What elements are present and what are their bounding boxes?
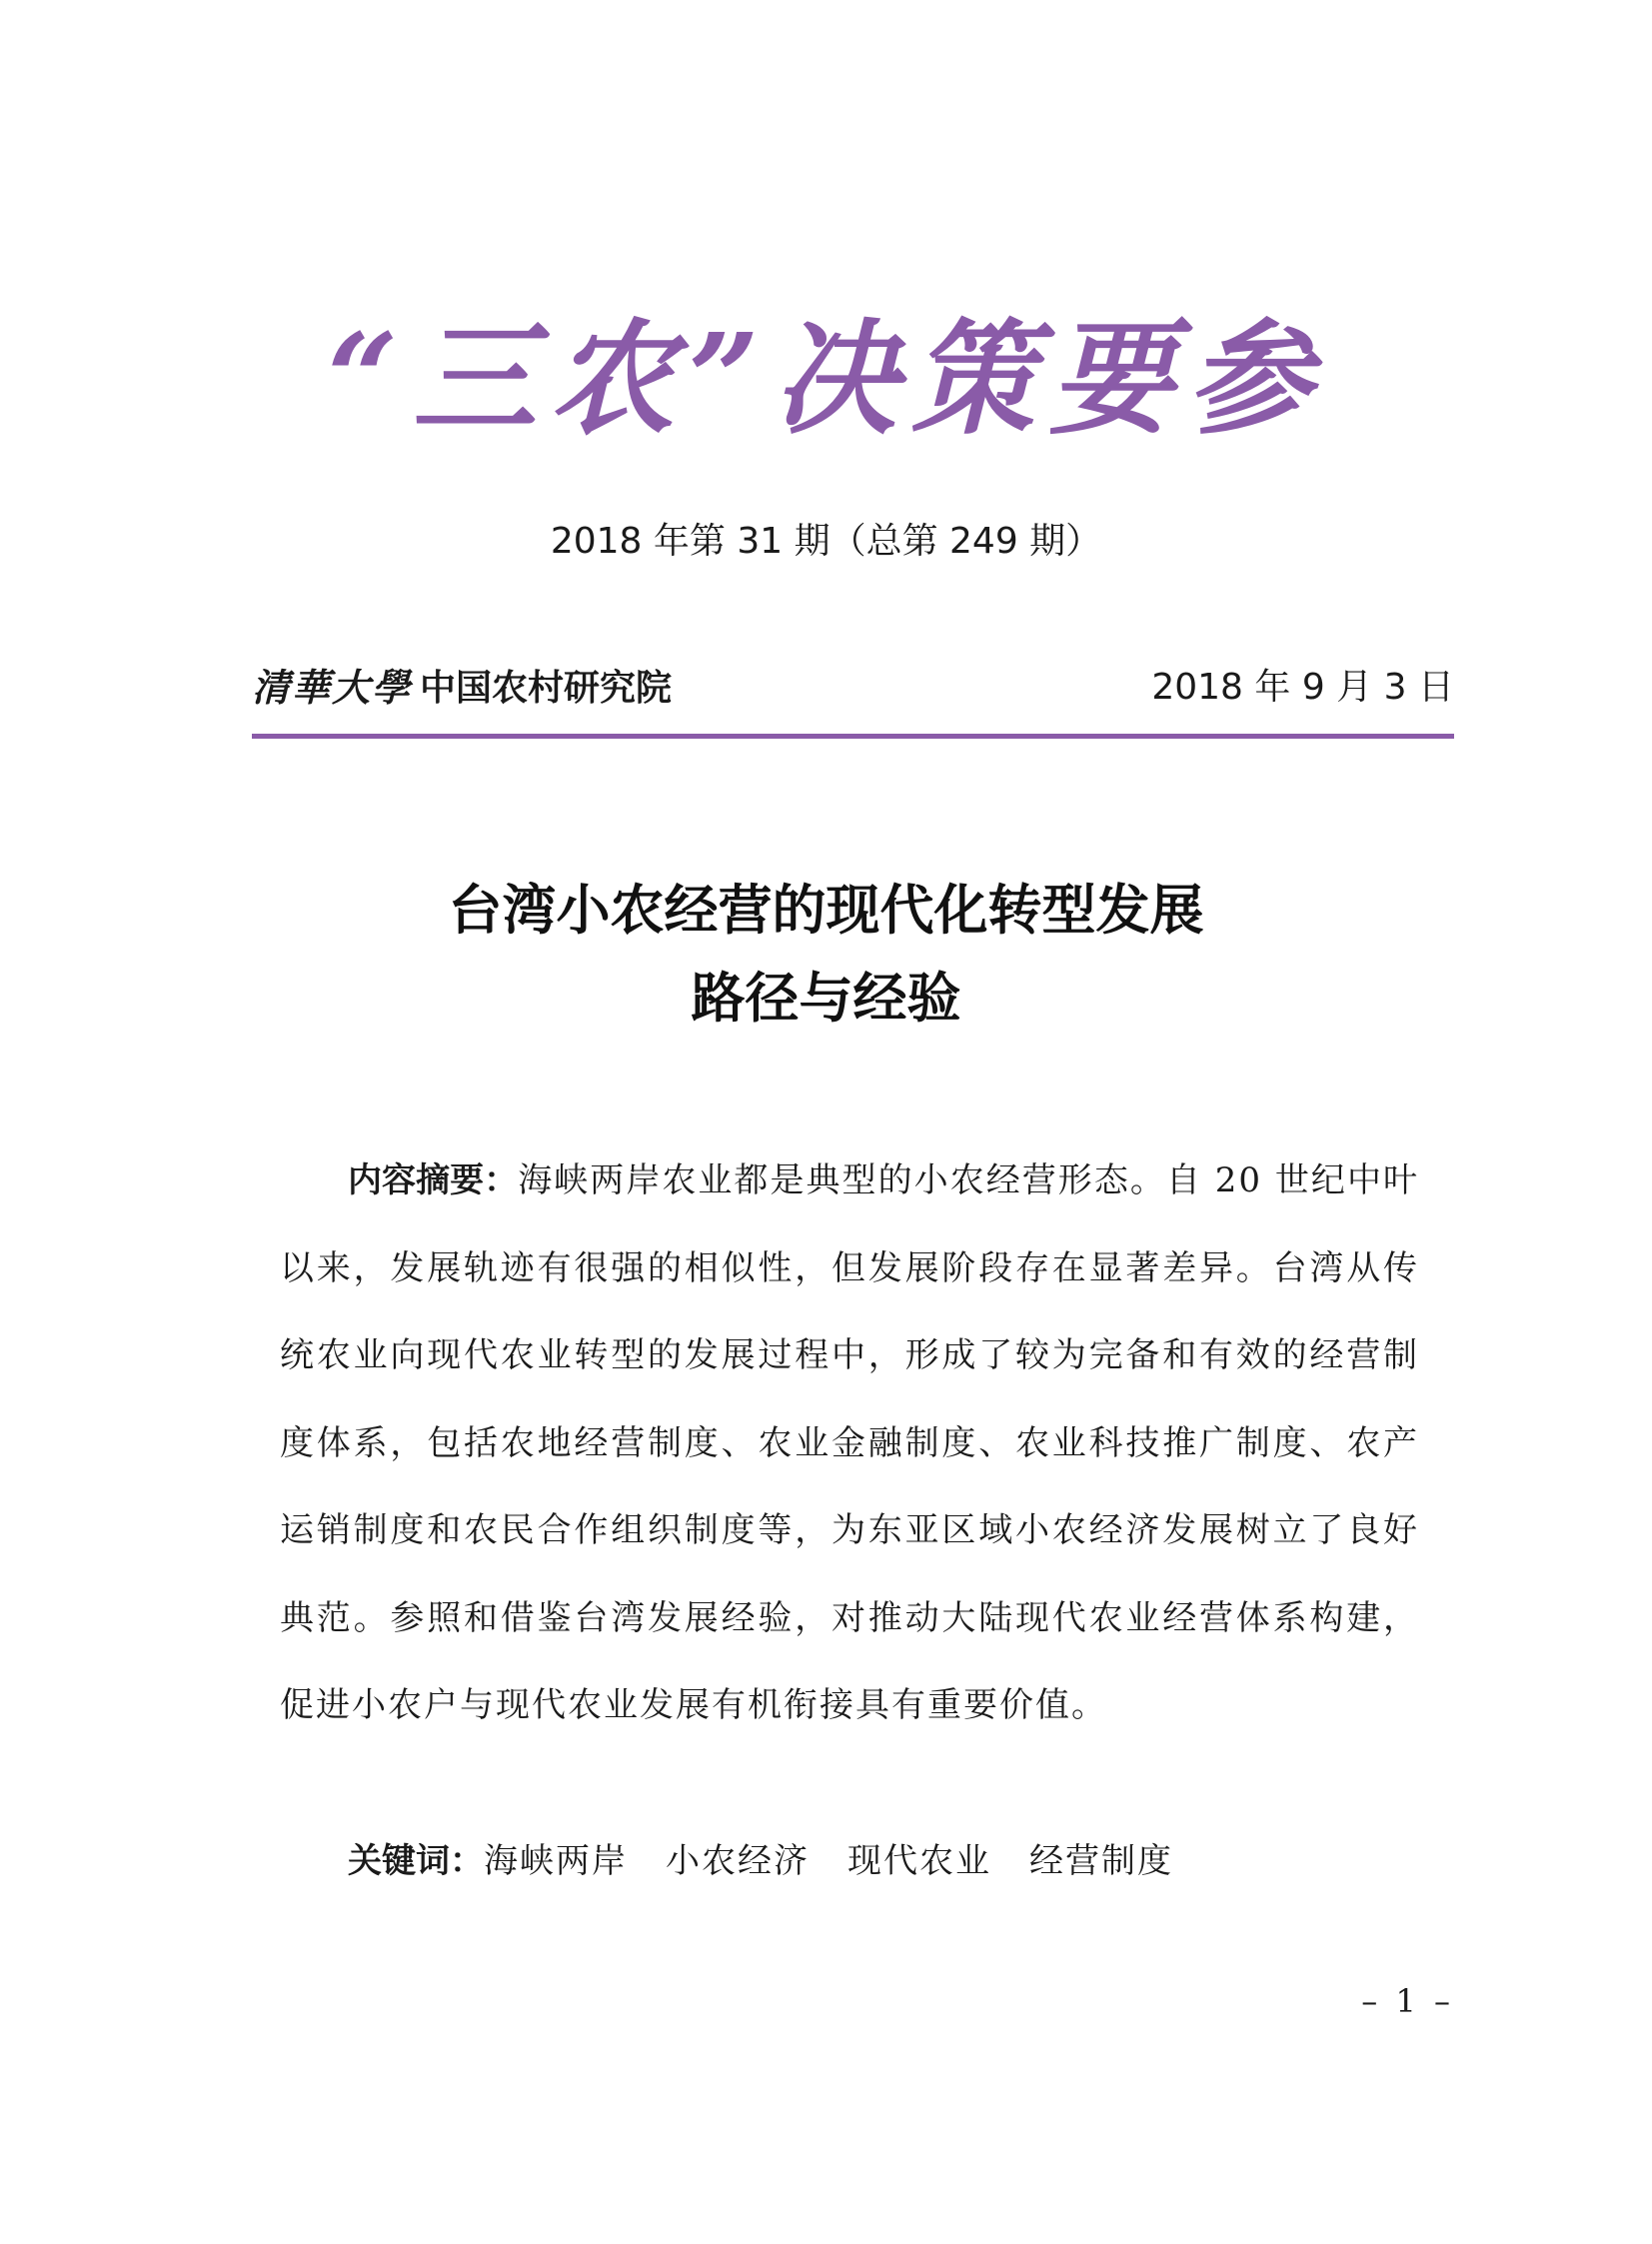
issue-date: 2018 年 9 月 3 日 — [1151, 667, 1454, 708]
issue-number: 2018 年第 31 期（总第 249 期） — [550, 521, 1102, 562]
page-number: – 1 – — [1361, 1982, 1454, 2020]
university-logo: 清華大學 — [252, 665, 413, 710]
article-title-line-2: 路径与经验 — [691, 966, 961, 1030]
keyword-item: 现代农业 — [847, 1841, 991, 1881]
keywords-line — [280, 1821, 1419, 1901]
article-title-line-1: 台湾小农经营的现代化转型发展 — [448, 878, 1204, 942]
abstract-text: 海峡两岸农业都是典型的小农经营形态。自 20 世纪中叶以来，发展轨迹有很强的相似性，但发展阶段存在显著差异。台湾从传统农业向现代农业转型的发展过程中，形成了较为完备和有效的经营制度体系，包括农地经营制度、农业金融制度、农业科技推广制度、农产运销制度和农民合作组织制度等，为东亚区域小农经济发展树立了良好典范。参照和借鉴台湾发展经验，对推动大陆现代农业经营体系构建，促进小农户与现代农业发展有机衔接具有重要价值。 — [280, 1160, 1419, 1725]
keyword-item: 经营制度 — [1029, 1841, 1173, 1881]
institute-name: 中国农村研究院 — [420, 667, 673, 709]
publisher-row — [252, 660, 1454, 716]
keywords-label: 关键词： — [348, 1841, 484, 1881]
keyword-item: 海峡两岸 — [484, 1841, 628, 1881]
header-divider — [252, 734, 1454, 739]
article-title — [0, 866, 1652, 1042]
abstract-paragraph — [280, 1137, 1419, 1750]
masthead-title: “三农”决策要参 — [327, 307, 1325, 452]
abstract-label: 内容摘要： — [348, 1160, 519, 1200]
keyword-item: 小农经济 — [666, 1841, 810, 1881]
